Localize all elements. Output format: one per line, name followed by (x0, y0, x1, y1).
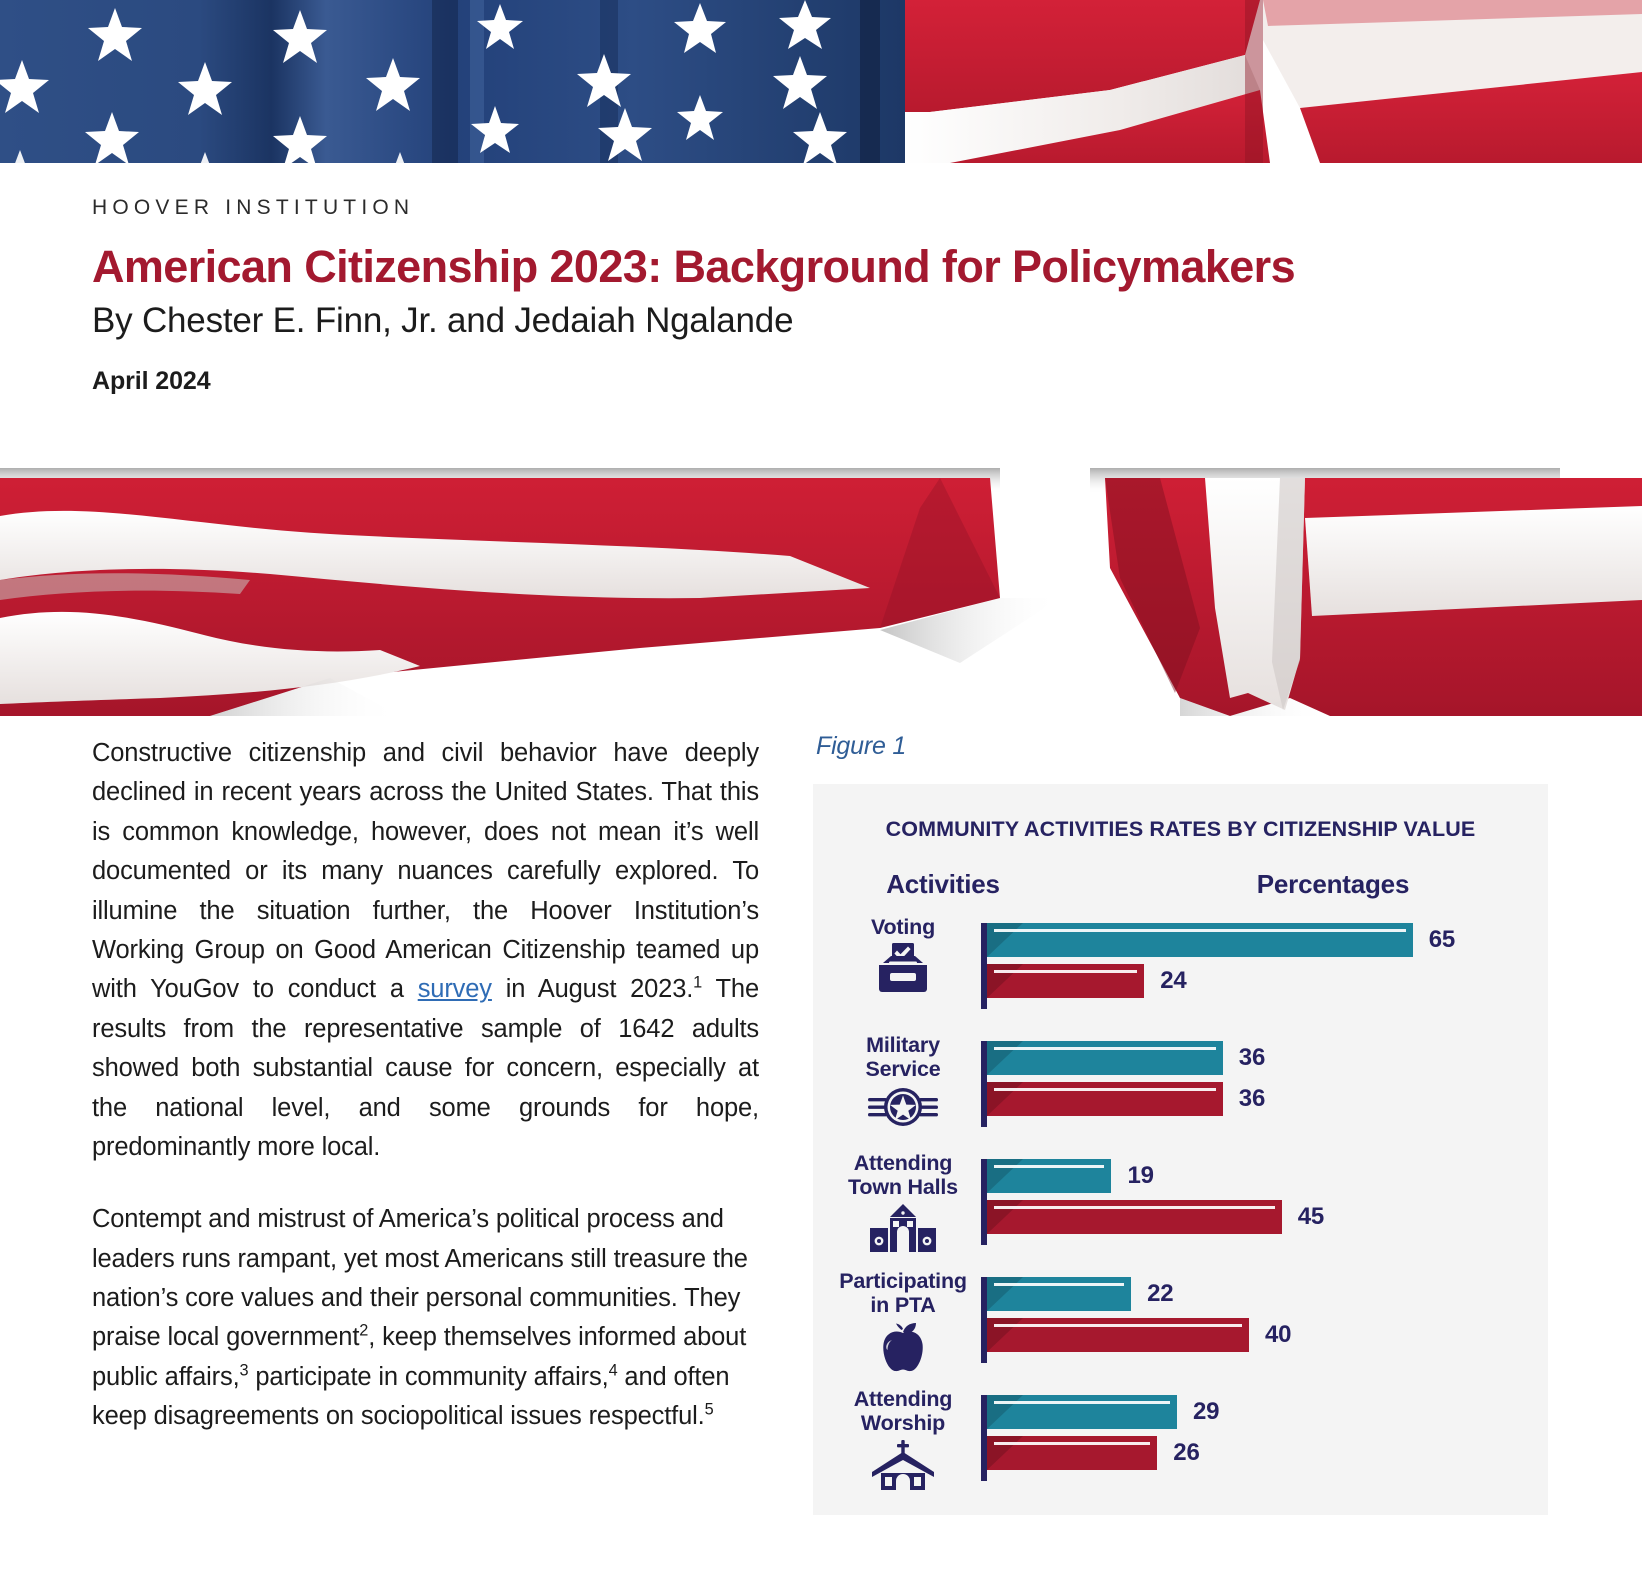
footnote-ref-5[interactable]: 5 (704, 1400, 714, 1419)
ballot-box-icon (823, 943, 983, 995)
bar-track (987, 1159, 1201, 1193)
article-text-column (92, 734, 759, 1437)
chart-row-label: Attending (853, 1151, 953, 1175)
chart-row-label: Voting (870, 915, 936, 939)
paragraph-2-seg-4: and often keep disagreements on sociopolitical issues respectful. (92, 1362, 730, 1431)
chart-row-label-group (823, 1387, 983, 1492)
footnote-ref-4[interactable]: 4 (608, 1361, 618, 1380)
paragraph-2-seg-1: Contempt and mistrust of America’s political process and leaders runs rampant, yet most Americans still treasure the nation’s core values and their personal communities. They praise local government (92, 1205, 748, 1352)
bar-value-label: 29 (1192, 1398, 1220, 1425)
bar-track (987, 1318, 1339, 1352)
bar-value-label: 40 (1265, 1321, 1292, 1348)
paragraph-2 (92, 1200, 759, 1436)
footnote-ref-3[interactable]: 3 (239, 1361, 249, 1380)
chart-row-label: in PTA (870, 1293, 936, 1318)
bar-crimson (987, 1436, 1157, 1470)
chart-row (813, 1387, 1548, 1505)
bar-value-label: 22 (1147, 1280, 1174, 1307)
chart-rows (813, 915, 1548, 1505)
bar-track (987, 1082, 1313, 1116)
flag-top-graphic (0, 0, 1642, 163)
footnote-ref-2[interactable]: 2 (359, 1321, 369, 1340)
header-percentages: Percentages (1256, 869, 1410, 899)
flag-photo-top (0, 0, 1642, 163)
author-byline: By Chester E. Finn, Jr. and Jedaiah Ngalande (92, 301, 794, 341)
paragraph-2-seg-2: , keep themselves informed about public affairs, (92, 1323, 747, 1391)
bar-value-label: 45 (1297, 1203, 1325, 1230)
bar-crimson (987, 1200, 1282, 1234)
chart-row-bars (981, 1041, 1541, 1141)
apple-icon (823, 1322, 983, 1374)
flag-photo-bottom (0, 448, 1642, 716)
chart-row (813, 1269, 1548, 1387)
bar-track (987, 923, 1503, 957)
content-area (0, 716, 1642, 1570)
bar-teal (987, 1041, 1223, 1075)
chart-row-label-group (823, 1269, 983, 1374)
church-icon (823, 1440, 983, 1492)
bar-value-label: 36 (1238, 1044, 1266, 1071)
chart-row-label: Military (866, 1033, 940, 1057)
chart-row-bars (981, 1159, 1541, 1259)
chart-title: COMMUNITY ACTIVITIES RATES BY CITIZENSHIP VALUE (885, 817, 1476, 841)
title-block (0, 163, 1642, 448)
figure-1-panel (813, 784, 1548, 1515)
bar-track (987, 1200, 1372, 1234)
bar-value-label: 24 (1160, 967, 1187, 994)
bar-track (987, 1395, 1267, 1429)
bar-crimson (987, 964, 1144, 998)
bar-teal (987, 1277, 1131, 1311)
bar-value-label: 26 (1173, 1439, 1200, 1466)
bar-crimson (987, 1318, 1249, 1352)
flag-bottom-graphic (0, 448, 1642, 716)
chart-row-label-group (823, 1033, 983, 1138)
figure-column (813, 732, 1570, 1515)
bar-track (987, 1041, 1313, 1075)
chart-row-label: Service (865, 1057, 941, 1082)
paragraph-1-tail: The results from the representative sample of 1642 adults showed both substantial cause for concern, especially at the national level, and some grounds for hope, predominantly more local. (92, 975, 759, 1161)
header-activities: Activities (886, 869, 1000, 899)
publisher-kicker: HOOVER INSTITUTION (92, 196, 415, 219)
bar-crimson (987, 1082, 1223, 1116)
chart-row-bars (981, 1277, 1541, 1377)
chart-row (813, 1033, 1548, 1151)
bar-value-label: 19 (1127, 1162, 1154, 1189)
chart-row (813, 915, 1548, 1033)
bar-track (987, 964, 1234, 998)
chart-row-bars (981, 1395, 1541, 1495)
bar-teal (987, 1159, 1111, 1193)
chart-row-label-group (823, 915, 983, 995)
paragraph-1-lead: Constructive citizenship and civil behavior have deeply declined in recent years across the United States. That this is common knowledge, however, does not mean it’s well documented or its many nuances carefully explored. To illumine the situation further, the Hoover Institution’s Working Group on Good American Citizenship teamed up with YouGov to conduct a (92, 739, 759, 1004)
page-title: American Citizenship 2023: Background for Policymakers (92, 241, 1296, 292)
survey-link[interactable]: survey (417, 975, 492, 1004)
bar-value-label: 36 (1238, 1085, 1266, 1112)
figure-caption-label: Figure 1 (816, 732, 907, 760)
chart-row-label: Attending (853, 1387, 953, 1411)
town-hall-building-icon (823, 1204, 983, 1256)
bar-track (987, 1436, 1247, 1470)
publication-date: April 2024 (92, 367, 211, 396)
bar-value-label: 65 (1428, 926, 1456, 953)
paragraph-2-seg-3: participate in community affairs, (248, 1362, 609, 1391)
chart-row (813, 1151, 1548, 1269)
chart-row-label: Worship (860, 1411, 946, 1436)
footnote-ref-1[interactable]: 1 (693, 973, 703, 992)
chart-row-label-group (823, 1151, 983, 1256)
chart-row-bars (981, 923, 1541, 1023)
chart-row-label: Participating (839, 1269, 967, 1293)
bar-track (987, 1277, 1221, 1311)
military-star-wings-icon (823, 1086, 983, 1138)
chart-row-label: Town Halls (848, 1175, 958, 1200)
bar-teal (987, 923, 1413, 957)
paragraph-1 (92, 734, 759, 1167)
paragraph-1-mid: in August 2023. (491, 975, 694, 1004)
chart-column-headers (813, 869, 1548, 905)
bar-teal (987, 1395, 1177, 1429)
